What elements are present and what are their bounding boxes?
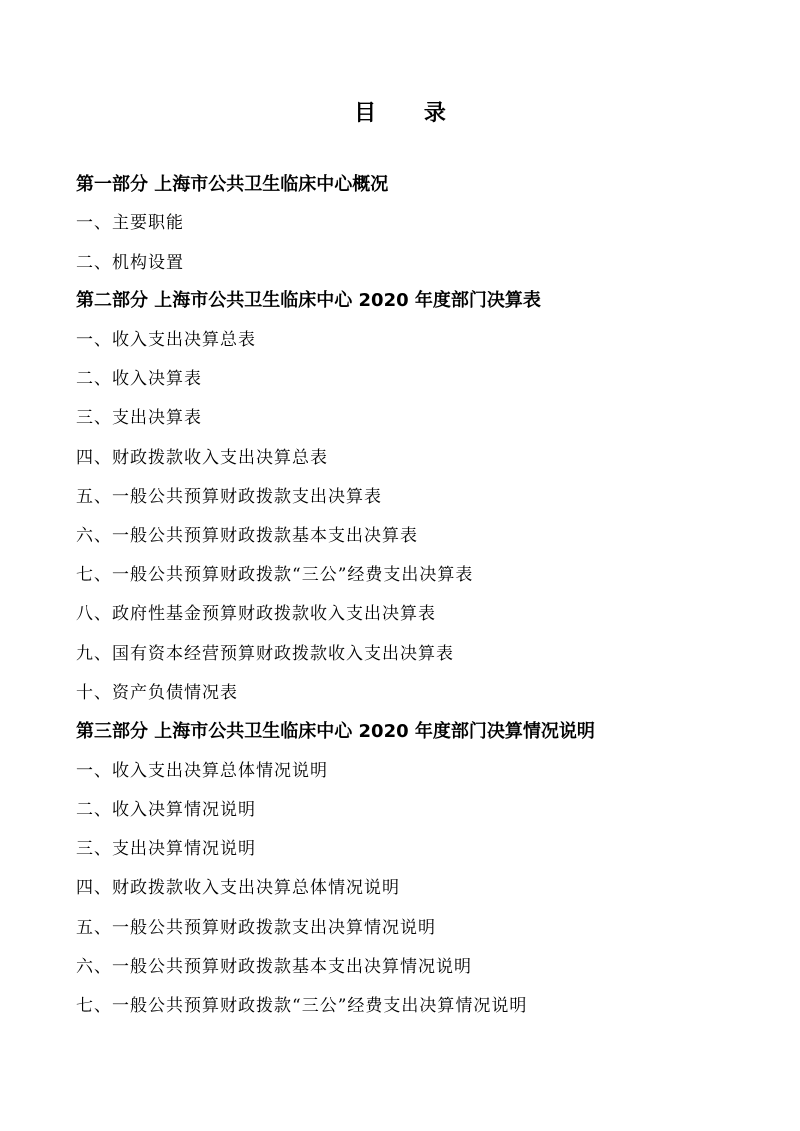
toc-item: 一、主要职能 (76, 213, 184, 233)
toc-item: 七、一般公共预算财政拨款“三公”经费支出决算情况说明 (76, 996, 528, 1016)
toc-item: 六、一般公共预算财政拨款基本支出决算情况说明 (76, 957, 472, 977)
toc-item: 一、收入支出决算总表 (76, 330, 256, 350)
toc-item: 三、支出决算表 (76, 408, 202, 428)
toc-item: 十、资产负债情况表 (76, 683, 238, 703)
toc-item: 八、政府性基金预算财政拨款收入支出决算表 (76, 604, 436, 624)
toc-item: 四、财政拨款收入支出决算总体情况说明 (76, 878, 400, 898)
toc-item: 二、收入决算表 (76, 369, 202, 389)
toc-item: 九、国有资本经营预算财政拨款收入支出决算表 (76, 644, 454, 664)
toc-item: 二、机构设置 (76, 253, 184, 273)
toc-item: 三、支出决算情况说明 (76, 839, 256, 859)
toc-part-2: 第二部分 上海市公共卫生临床中心 2020 年度部门决算表 (76, 290, 541, 311)
toc-item: 一、收入支出决算总体情况说明 (76, 761, 328, 781)
page-title: 目 录 (354, 101, 466, 126)
toc-item: 四、财政拨款收入支出决算总表 (76, 448, 328, 468)
toc-item: 五、一般公共预算财政拨款支出决算情况说明 (76, 918, 436, 938)
toc-item: 二、收入决算情况说明 (76, 800, 256, 820)
toc-item: 六、一般公共预算财政拨款基本支出决算表 (76, 526, 418, 546)
toc-part-3: 第三部分 上海市公共卫生临床中心 2020 年度部门决算情况说明 (76, 721, 595, 742)
toc-part-1: 第一部分 上海市公共卫生临床中心概况 (76, 174, 389, 195)
toc-item: 七、一般公共预算财政拨款“三公”经费支出决算表 (76, 565, 474, 585)
toc-item: 五、一般公共预算财政拨款支出决算表 (76, 487, 382, 507)
